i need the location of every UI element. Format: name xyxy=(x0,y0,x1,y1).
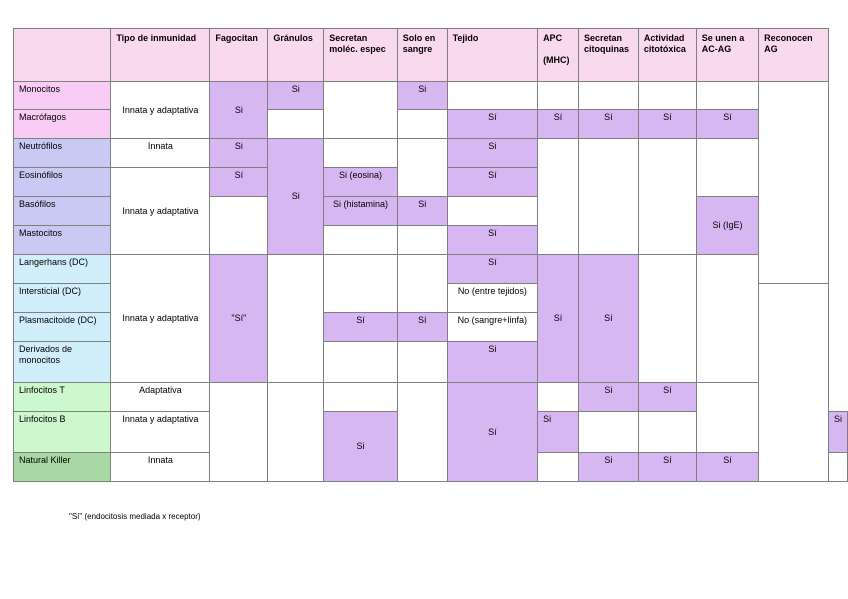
tejido-derivados: Si xyxy=(447,342,537,383)
solo-sangre-neutro-eosino xyxy=(397,139,447,197)
tejido-mastocitos: Sí xyxy=(447,226,537,255)
apc-macrofagos: Sí xyxy=(538,110,579,139)
secretan-cito-dc: Sí xyxy=(578,255,638,383)
tipo-dc: Innata y adaptativa xyxy=(111,255,210,383)
secretan-cito-linfocitos-b xyxy=(578,412,638,453)
actividad-macrofagos: Sí xyxy=(638,110,696,139)
secretan-molec-monocitos-macrofagos xyxy=(324,82,398,139)
secretan-molec-langer-inter xyxy=(324,255,398,313)
secretan-cito-macrofagos: Sí xyxy=(578,110,638,139)
header-tipo: Tipo de inmunidad xyxy=(111,29,210,82)
header-apc-label: APC xyxy=(543,33,563,43)
fagocitan-baso-masto xyxy=(210,197,268,255)
cell-langerhans: Langerhans (DC) xyxy=(14,255,111,284)
secretan-molec-derivados xyxy=(324,342,398,383)
header-actividad: Actividad citotóxica xyxy=(638,29,696,82)
secretan-cito-linfocitos-t: Si xyxy=(578,383,638,412)
solo-sangre-derivados xyxy=(397,342,447,383)
reconocen-linfocitos-b: Si xyxy=(828,412,847,453)
header-solo-sangre: Solo en sangre xyxy=(397,29,447,82)
solo-sangre-plasmacitoide: Sí xyxy=(397,313,447,342)
actividad-neutro-masto xyxy=(638,139,696,255)
apc-dc: Sí xyxy=(538,255,579,383)
se-unen-neutro-eosino xyxy=(696,139,758,197)
se-unen-macrofagos: Sí xyxy=(696,110,758,139)
reconocen-natural-killer xyxy=(828,453,847,482)
reconocen-block-1 xyxy=(759,82,829,284)
granulos-neutro-masto: Si xyxy=(268,139,324,255)
fagocitan-dc: "Sí" xyxy=(210,255,268,383)
se-unen-monocitos xyxy=(696,82,758,110)
header-apc-sub: (MHC) xyxy=(543,55,570,65)
immune-cells-table xyxy=(13,28,848,482)
reconocen-block-2 xyxy=(759,284,829,482)
cell-eosinofilos: Eosinófilos xyxy=(14,168,111,197)
actividad-monocitos xyxy=(638,82,696,110)
solo-sangre-linfocitos-nk xyxy=(397,383,447,482)
tejido-neutrofilos: Si xyxy=(447,139,537,168)
tejido-langerhans: Sí xyxy=(447,255,537,284)
cell-linfocitos-t: Linfocitos T xyxy=(14,383,111,412)
tejido-basofilos xyxy=(447,197,537,226)
tipo-linfocitos-t: Adaptativa xyxy=(111,383,210,412)
se-unen-baso-masto: Si (IgE) xyxy=(696,197,758,255)
fagocitan-neutrofilos: Si xyxy=(210,139,268,168)
fagocitan-eosinofilos: Sí xyxy=(210,168,268,197)
tejido-intersticial: No (entre tejidos) xyxy=(447,284,537,313)
apc-linfocitos-t xyxy=(538,383,579,412)
tipo-eosino-masto: Innata y adaptativa xyxy=(111,168,210,255)
actividad-dc xyxy=(638,255,696,383)
cell-intersticial: Intersticial (DC) xyxy=(14,284,111,313)
apc-monocitos xyxy=(538,82,579,110)
header-apc xyxy=(538,29,579,82)
secretan-molec-basofilos: Si (histamina) xyxy=(324,197,398,226)
tipo-linfocitos-b: Innata y adaptativa xyxy=(111,412,210,453)
actividad-natural-killer: Sí xyxy=(638,453,696,482)
apc-linfocitos-b xyxy=(538,412,579,453)
header-granulos: Gránulos xyxy=(268,29,324,82)
tipo-natural-killer: Innata xyxy=(111,453,210,482)
secretan-molec-plasmacitoide: Sí xyxy=(324,313,398,342)
tejido-macrofagos: Sí xyxy=(447,110,537,139)
fagocitan-monocitos-macrofagos: Si xyxy=(210,82,268,139)
cell-monocitos: Monocitos xyxy=(14,82,111,110)
apc-linfocitos-b-value: Si xyxy=(543,414,552,424)
cell-macrofagos: Macrófagos xyxy=(14,110,111,139)
header-secretan-molec: Secretan moléc. espec xyxy=(324,29,398,82)
tipo-neutrofilos: Innata xyxy=(111,139,210,168)
header-fagocitan: Fagocitan xyxy=(210,29,268,82)
secretan-molec-linfocitos-b-nk: Si xyxy=(324,412,398,482)
actividad-linfocitos-t: Sí xyxy=(638,383,696,412)
cell-plasmacitoide: Plasmacitoide (DC) xyxy=(14,313,111,342)
header-se-unen: Se unen a AC-AG xyxy=(696,29,758,82)
footnote: "Sí" (endocitosis mediada x receptor) xyxy=(69,512,201,521)
cell-linfocitos-b: Linfocitos B xyxy=(14,412,111,453)
granulos-linfocitos-nk xyxy=(268,383,324,482)
cell-derivados: Derivados de monocitos xyxy=(14,342,111,383)
cell-mastocitos: Mastocitos xyxy=(14,226,111,255)
se-unen-linfocitos xyxy=(696,383,758,453)
actividad-linfocitos-b xyxy=(638,412,696,453)
secretan-molec-eosinofilos: Si (eosina) xyxy=(324,168,398,197)
cell-neutrofilos: Neutrófilos xyxy=(14,139,111,168)
header-reconocen: Reconocen AG xyxy=(759,29,829,82)
cell-basofilos: Basófilos xyxy=(14,197,111,226)
secretan-molec-mastocitos xyxy=(324,226,398,255)
secretan-cito-neutro-masto xyxy=(578,139,638,255)
secretan-cito-monocitos xyxy=(578,82,638,110)
apc-neutro-masto xyxy=(538,139,579,255)
solo-sangre-basofilos: Si xyxy=(397,197,447,226)
granulos-dc xyxy=(268,255,324,383)
granulos-monocitos: Si xyxy=(268,82,324,110)
header-tejido: Tejido xyxy=(447,29,537,82)
se-unen-natural-killer: Sí xyxy=(696,453,758,482)
solo-sangre-macrofagos xyxy=(397,110,447,139)
secretan-molec-linfocitos-t xyxy=(324,383,398,412)
solo-sangre-monocitos: Si xyxy=(397,82,447,110)
secretan-cito-natural-killer: Si xyxy=(578,453,638,482)
tejido-linfocitos-nk: Sí xyxy=(447,383,537,482)
apc-natural-killer xyxy=(538,453,579,482)
header-corner xyxy=(14,29,111,82)
fagocitan-linfocitos-nk xyxy=(210,383,268,482)
tejido-eosinofilos: Sí xyxy=(447,168,537,197)
secretan-molec-neutrofilos xyxy=(324,139,398,168)
tipo-monocitos-macrofagos: Innata y adaptativa xyxy=(111,82,210,139)
se-unen-dc xyxy=(696,255,758,383)
granulos-macrofagos xyxy=(268,110,324,139)
cell-natural-killer: Natural Killer xyxy=(14,453,111,482)
solo-sangre-mastocitos xyxy=(397,226,447,255)
tejido-monocitos xyxy=(447,82,537,110)
tejido-plasmacitoide: No (sangre+linfa) xyxy=(447,313,537,342)
solo-sangre-langer-inter xyxy=(397,255,447,313)
header-secretan-cito: Secretan citoquinas xyxy=(578,29,638,82)
